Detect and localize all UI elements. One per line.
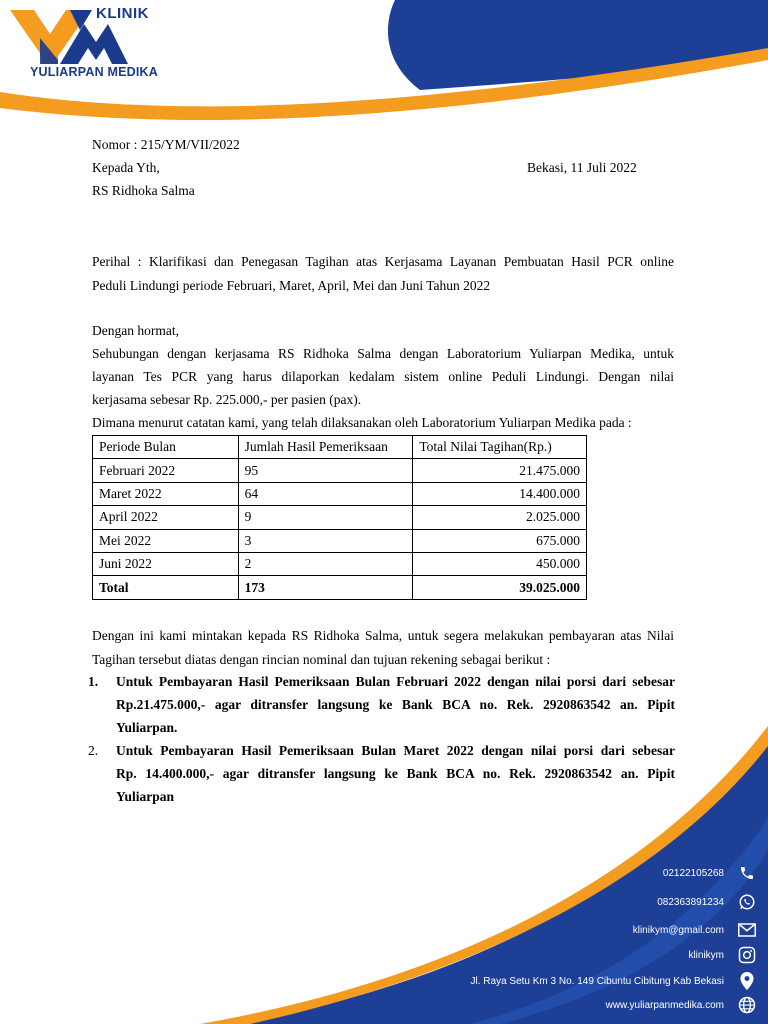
table-cell: 95 <box>238 459 413 482</box>
subject-line-2: Peduli Lindungi periode Februari, Maret, April, Mei dan Juni Tahun 2022 <box>92 278 491 293</box>
table-cell: Maret 2022 <box>93 482 239 505</box>
letter-recipient: RS Ridhoka Salma <box>92 183 195 198</box>
footer-email <box>633 921 756 939</box>
table-cell: 64 <box>238 482 413 505</box>
table-cell: 21.475.000 <box>413 459 587 482</box>
para1-line3: kerjasama sebesar Rp. 225.000,- per pasien (pax). <box>92 392 362 407</box>
para3-line2: Tagihan tersebut diatas dengan rincian nominal dan tujuan rekening sebagai berikut : <box>92 652 551 667</box>
para1-line1: Sehubungan dengan kerjasama RS Ridhoka Salma dengan Laboratorium Yuliarpan Medika, untuk <box>92 346 674 361</box>
table-row <box>93 482 587 505</box>
globe-icon <box>738 996 756 1014</box>
location-pin-icon <box>738 972 756 990</box>
payment-item-line: Rp. 14.400.000,- agar ditransfer langsung ke Bank BCA no. Rek. 2920863542 an. Pipit <box>116 766 675 781</box>
logo-brand-small: KLINIK <box>96 5 149 22</box>
table-cell: 450.000 <box>413 552 587 575</box>
table-cell: 39.025.000 <box>413 576 587 599</box>
table-cell: Juni 2022 <box>93 552 239 575</box>
footer-whatsapp <box>657 893 756 911</box>
table-row <box>93 552 587 575</box>
table-cell: April 2022 <box>93 506 239 529</box>
table-cell: 2.025.000 <box>413 506 587 529</box>
payment-item-line: Rp.21.475.000,- agar ditransfer langsung ke Bank BCA no. Rek. 2920863542 an. Pipit <box>116 697 675 712</box>
table-row <box>93 529 587 552</box>
table-row <box>93 459 587 482</box>
footer-instagram <box>688 946 756 964</box>
footer-phone <box>663 864 756 882</box>
greeting: Dengan hormat, <box>92 323 179 338</box>
subject-line-1: Perihal : Klarifikasi dan Penegasan Tagihan atas Kerjasama Layanan Pembuatan Hasil PCR online <box>92 254 674 269</box>
footer-address <box>471 972 756 990</box>
table-cell: 3 <box>238 529 413 552</box>
table-cell: 173 <box>238 576 413 599</box>
table-cell: Total Nilai Tagihan(Rp.) <box>413 436 587 459</box>
billing-table <box>92 435 587 600</box>
payment-item-line: Yuliarpan. <box>116 720 178 735</box>
footer-address-text: Jl. Raya Setu Km 3 No. 149 Cibuntu Cibitung Kab Bekasi <box>470 975 724 987</box>
table-cell: 14.400.000 <box>413 482 587 505</box>
table-cell: 2 <box>238 552 413 575</box>
table-cell: Februari 2022 <box>93 459 239 482</box>
payment-item-line: Untuk Pembayaran Hasil Pemeriksaan Bulan Februari 2022 dengan nilai porsi dari sebesar <box>116 674 675 689</box>
whatsapp-icon <box>738 893 756 911</box>
payment-item-number: 1. <box>88 674 99 689</box>
footer-website-text: www.yuliarpanmedika.com <box>605 999 724 1011</box>
table-cell: Periode Bulan <box>93 436 239 459</box>
payment-list <box>88 670 675 808</box>
table-cell: Mei 2022 <box>93 529 239 552</box>
footer-website <box>606 996 756 1014</box>
phone-icon <box>738 864 756 882</box>
mail-icon <box>738 921 756 939</box>
payment-item <box>88 739 675 808</box>
para3-line1: Dengan ini kami mintakan kepada RS Ridhoka Salma, untuk segera melakukan pembayaran atas Nilai <box>92 628 674 643</box>
table-cell: 9 <box>238 506 413 529</box>
footer-email-text: klinikym@gmail.com <box>632 924 724 936</box>
table-total-row <box>93 576 587 599</box>
table-cell: 675.000 <box>413 529 587 552</box>
letter-date: Bekasi, 11 Juli 2022 <box>527 160 637 175</box>
table-header-row <box>93 436 587 459</box>
footer-whatsapp-text: 082363891234 <box>657 896 724 908</box>
letter-number: Nomor : 215/YM/VII/2022 <box>92 137 240 152</box>
para2: Dimana menurut catatan kami, yang telah dilaksanakan oleh Laboratorium Yuliarpan Medika pada : <box>92 415 632 430</box>
table-cell: Total <box>93 576 239 599</box>
instagram-icon <box>738 946 756 964</box>
table-cell: Jumlah Hasil Pemeriksaan <box>238 436 413 459</box>
letter-to: Kepada Yth, <box>92 160 160 175</box>
para1-line2: layanan Tes PCR yang harus dilaporkan kedalam sistem online Peduli Lindungi. Dengan nilai <box>92 369 674 384</box>
logo-brand-name: YULIARPAN MEDIKA <box>30 65 158 79</box>
footer-instagram-text: klinikym <box>688 949 724 961</box>
payment-item-number: 2. <box>88 743 99 758</box>
table-row <box>93 506 587 529</box>
footer-phone-text: 02122105268 <box>662 867 724 879</box>
payment-item <box>88 670 675 739</box>
payment-item-line: Yuliarpan <box>116 789 175 804</box>
payment-item-line: Untuk Pembayaran Hasil Pemeriksaan Bulan Maret 2022 dengan nilai porsi dari sebesar <box>116 743 675 758</box>
